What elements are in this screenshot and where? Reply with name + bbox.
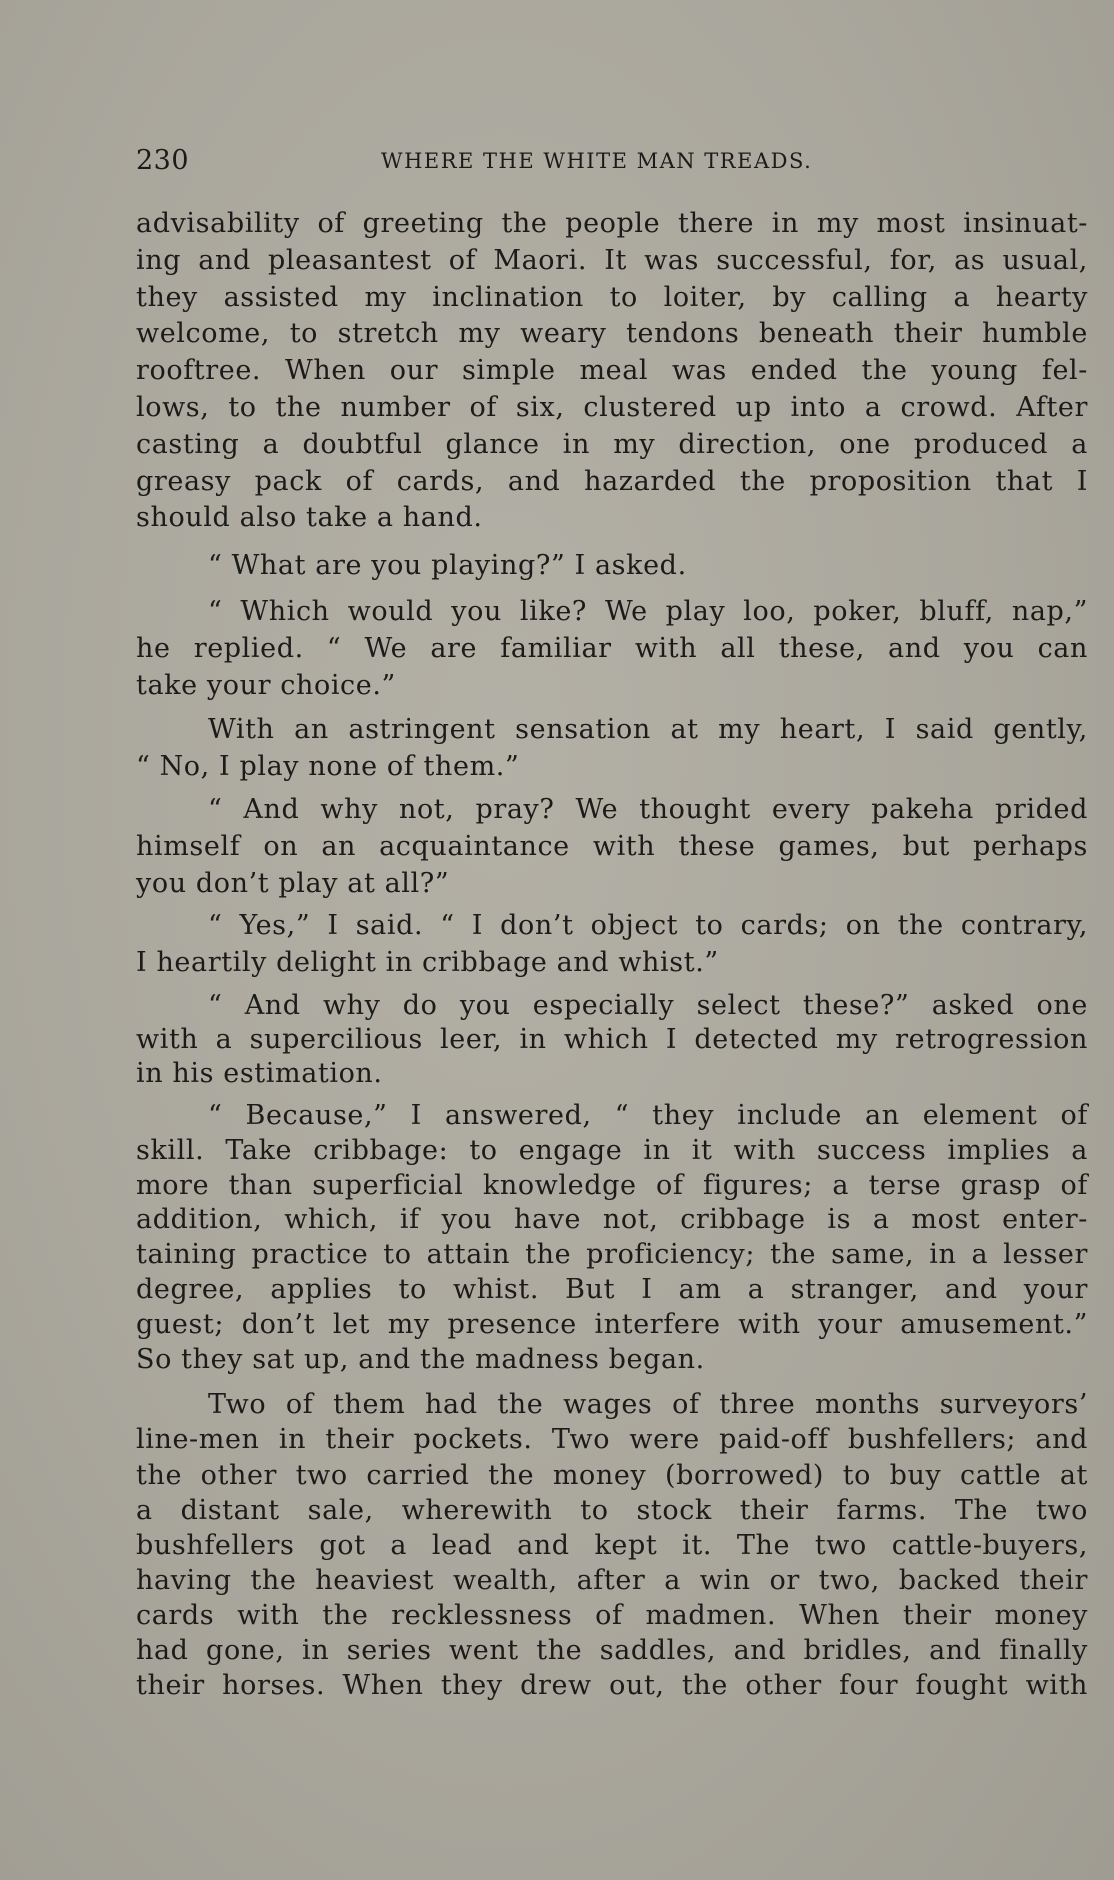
text-line: ing and pleasantest of Maori. It was successful, for, as usual, <box>136 244 1088 276</box>
text-line: I heartily delight in cribbage and whist.” <box>136 947 719 979</box>
page-number: 230 <box>136 145 190 176</box>
text-line: “ And why do you especially select these?” asked one <box>208 989 1088 1021</box>
paragraph <box>136 1099 1088 1377</box>
text-line: should also take a hand. <box>136 502 483 534</box>
text-line: cards with the recklessness of madmen. When their money <box>136 1599 1088 1631</box>
text-line: “ Yes,” I said. “ I don’t object to cards; on the contrary, <box>208 910 1088 942</box>
text-line: degree, applies to whist. But I am a stranger, and your <box>136 1273 1088 1305</box>
text-line: a distant sale, wherewith to stock their farms. The two <box>136 1494 1088 1526</box>
text-line: “ Because,” I answered, “ they include an element of <box>208 1099 1088 1131</box>
text-line: more than superficial knowledge of figures; a terse grasp of <box>136 1169 1088 1201</box>
text-line: With an astringent sensation at my heart, I said gently, <box>208 714 1088 746</box>
text-line: in his estimation. <box>136 1057 383 1089</box>
paragraph <box>136 989 1088 1091</box>
paragraph <box>136 1387 1088 1703</box>
running-title: WHERE THE WHITE MAN TREADS. <box>381 149 813 173</box>
text-line: taining practice to attain the proficiency; the same, in a lesser <box>136 1239 1088 1271</box>
text-line: So they sat up, and the madness began. <box>136 1343 705 1375</box>
text-line: bushfellers got a lead and kept it. The two cattle-buyers, <box>136 1529 1088 1561</box>
text-line: they assisted my inclination to loiter, by calling a hearty <box>136 281 1088 313</box>
text-line: their horses. When they drew out, the other four fought with <box>136 1670 1088 1702</box>
text-line: take your choice.” <box>136 669 396 701</box>
text-line: advisability of greeting the people there in my most insinuat- <box>136 208 1088 239</box>
text-line: casting a doubtful glance in my direction, one produced a <box>136 428 1088 460</box>
text-line: himself on an acquaintance with these games, but perhaps <box>136 830 1088 862</box>
text-line: had gone, in series went the saddles, and bridles, and finally <box>136 1634 1088 1666</box>
text-line: the other two carried the money (borrowed) to buy cattle at <box>136 1459 1088 1491</box>
text-line: with a supercilious leer, in which I detected my retrogression <box>136 1023 1088 1055</box>
text-line: greasy pack of cards, and hazarded the proposition that I <box>136 465 1088 497</box>
text-line: you don’t play at all?” <box>136 867 450 899</box>
text-line: Two of them had the wages of three months surveyors’ <box>208 1389 1088 1421</box>
paragraph <box>136 206 1088 537</box>
text-line: welcome, to stretch my weary tendons beneath their humble <box>136 318 1088 350</box>
text-line: having the heaviest wealth, after a win or two, backed their <box>136 1564 1088 1596</box>
text-line: addition, which, if you have not, cribbage is a most enter- <box>136 1204 1088 1236</box>
text-line: “ No, I play none of them.” <box>136 751 520 783</box>
paragraph <box>136 908 1088 982</box>
text-line: “ Which would you like? We play loo, poker, bluff, nap,” <box>208 595 1088 627</box>
body-text <box>136 206 1088 1703</box>
paragraph <box>136 712 1088 786</box>
text-line: lows, to the number of six, clustered up into a crowd. After <box>136 391 1088 423</box>
text-line: guest; don’t let my presence interfere with your amusement.” <box>136 1308 1088 1340</box>
paragraph <box>136 594 1088 704</box>
paragraph <box>136 792 1088 902</box>
text-line: he replied. “ We are familiar with all these, and you can <box>136 632 1088 664</box>
text-line: “ And why not, pray? We thought every pakeha prided <box>208 793 1088 825</box>
text-line: “ What are you playing?” I asked. <box>208 550 687 582</box>
paragraph <box>136 548 1088 585</box>
text-line: skill. Take cribbage: to engage in it with success implies a <box>136 1134 1088 1166</box>
text-line: rooftree. When our simple meal was ended the young fel- <box>136 355 1088 387</box>
running-head <box>136 145 1088 185</box>
text-line: line-men in their pockets. Two were paid-off bushfellers; and <box>136 1424 1088 1456</box>
